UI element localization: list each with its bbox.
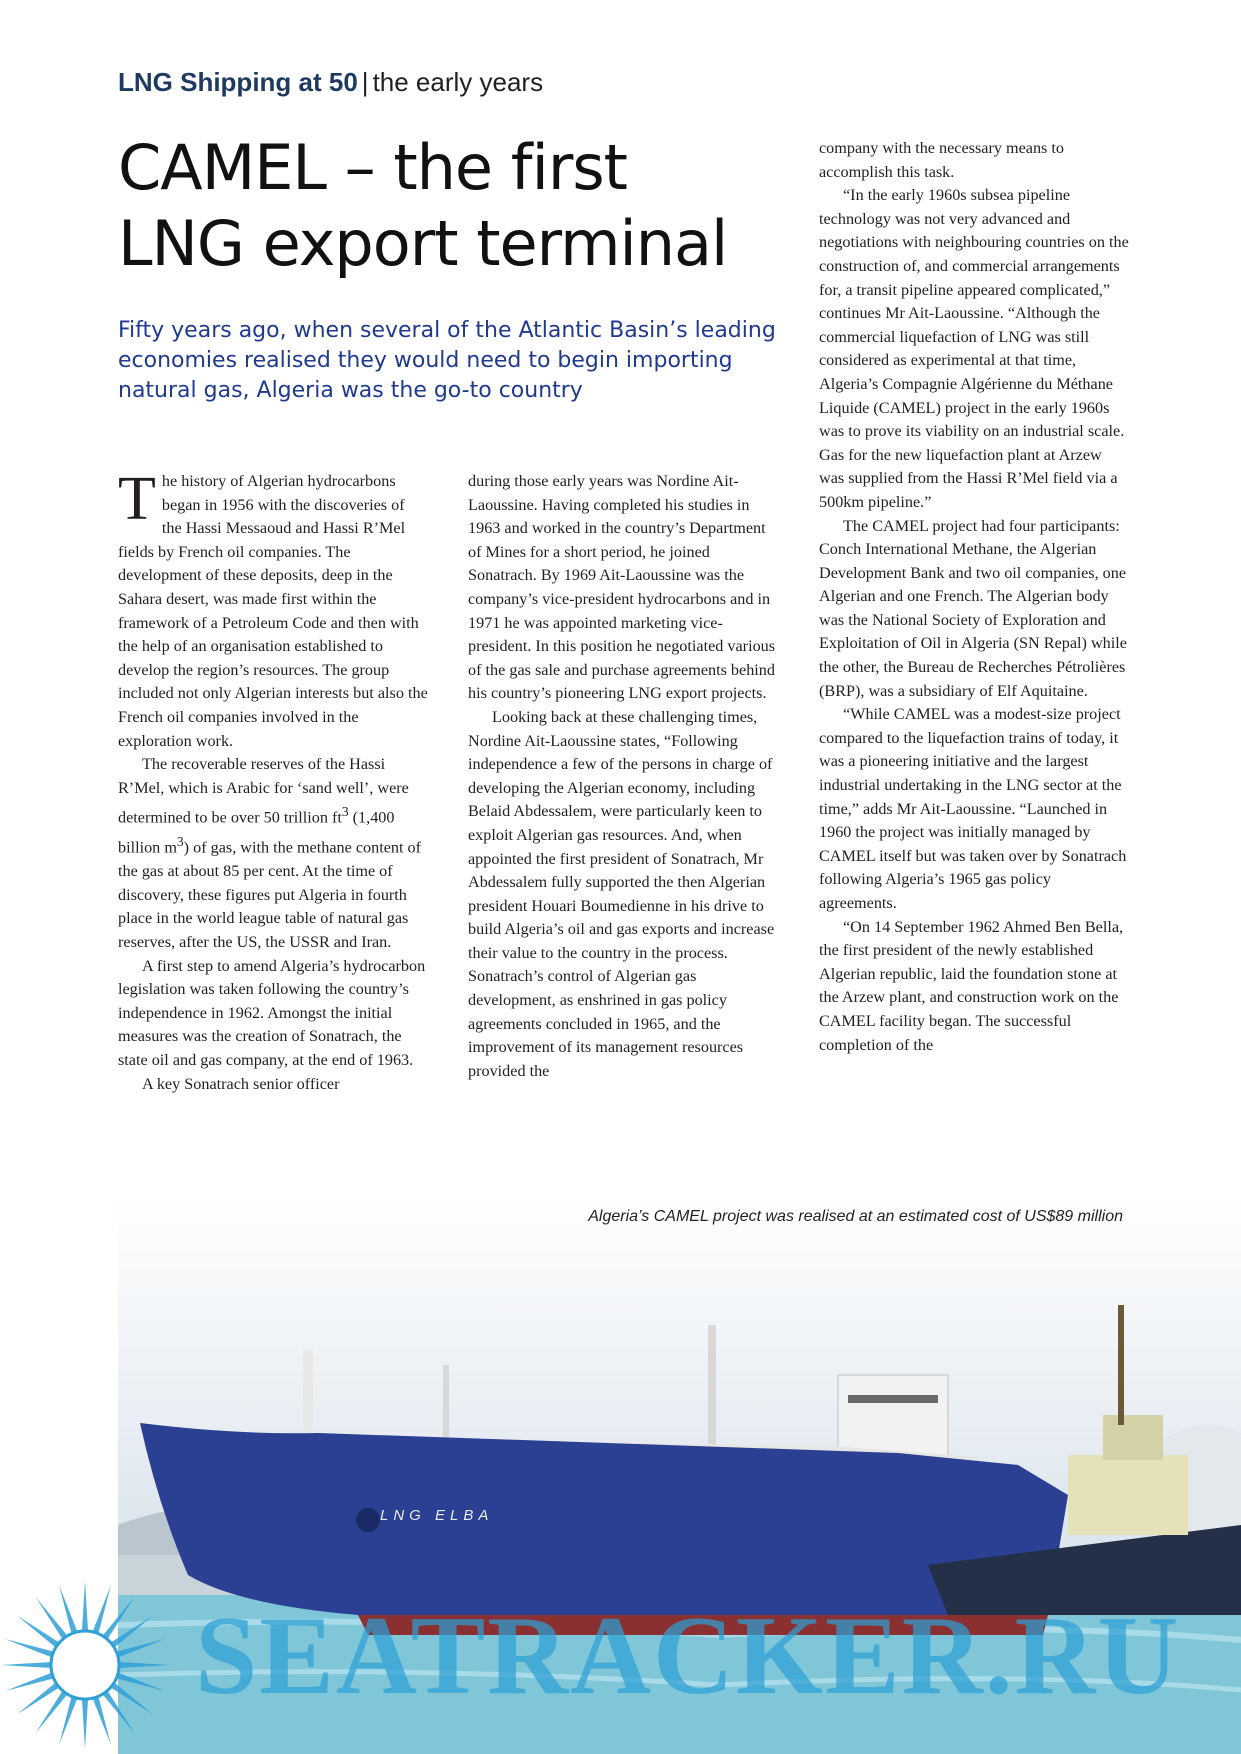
- superscript: 3: [341, 804, 349, 820]
- superscript: 3: [176, 834, 184, 850]
- publication-name: LNG Shipping at 50: [118, 67, 358, 97]
- drop-cap: T: [118, 465, 156, 533]
- text-column-1: [118, 465, 428, 1096]
- photo-caption: Algeria’s CAMEL project was realised at an estimated cost of US$89 million: [588, 1208, 1123, 1225]
- bridge-windows: [848, 1395, 938, 1403]
- text-column-2: [468, 470, 778, 1083]
- hull-name-label: LNG ELBA: [380, 1507, 494, 1524]
- paragraph: [118, 753, 428, 955]
- watermark-sun-logo: [0, 1580, 170, 1750]
- sun-ray: [115, 1662, 169, 1669]
- text-column-3: [819, 137, 1129, 1057]
- watermark: [0, 1560, 1241, 1754]
- paragraph-text: (1,400 billion m: [118, 808, 395, 857]
- title-line-1: CAMEL – the first: [118, 131, 627, 204]
- sun-ray: [82, 1581, 89, 1635]
- tugboat-cabin: [1068, 1455, 1188, 1535]
- paragraph: A key Sonatrach senior officer: [142, 1074, 340, 1093]
- paragraph-text: he history of Algerian hydrocarbons began in 1956 with the discoveries of the Hassi Messaoud and Hassi R’Mel fields by French oil companies. The development of these deposits, deep in the Sahara desert, was made first within the framework of a Petroleum Code and then with the help of an organisation established to develop the region’s resources. The group included not only Algerian interests but also the French oil companies involved in the exploration work.: [118, 472, 428, 750]
- paragraph: [118, 465, 428, 753]
- sun-ray: [82, 1695, 89, 1749]
- article-title: [118, 130, 798, 282]
- paragraph: company with the necessary means to accomplish this task.: [819, 139, 1064, 181]
- paragraph: “While CAMEL was a modest-size project compared to the liquefaction trains of today, it was a pioneering initiative and the largest industrial undertaking in the LNG sector at the time,” adds Mr Ait-Laoussine. “Launched in 1960 the project was initially managed by CAMEL itself but was taken over by Sonatrach following Algeria’s 1965 gas policy agreements.: [819, 705, 1127, 912]
- tugboat-bridge: [1103, 1415, 1163, 1460]
- paragraph: “On 14 September 1962 Ahmed Ben Bella, the first president of the newly established Algerian republic, laid the foundation stone at the Arzew plant, and construction work on the CAMEL facility began. The successful completion of the: [819, 917, 1124, 1054]
- paragraph: “In the early 1960s subsea pipeline technology was not very advanced and negotiations with neighbouring countries on the construction of, and commercial arrangements for, a transit pipeline appeared complicated,” continues Mr Ait-Laoussine. “Although the commercial liquefaction of LNG was still considered as experimental at that time, Algeria’s Compagnie Algérienne du Méthane Liquide (CAMEL) project in the early 1960s was to prove its viability on an industrial scale. Gas for the new liquefaction plant at Arzew was supplied from the Hassi R’Mel field via a 500km pipeline.”: [819, 186, 1129, 511]
- paragraph: The CAMEL project had four participants: Conch International Methane, the Algerian Development Bank and two oil companies, one Algerian and one French. The Algerian body was the National Society of Exploration and Exploitation of Oil in Algeria (SN Repal) while the other, the Bureau de Recherches Pétrolières (BRP), was a subsidiary of Elf Aquitaine.: [819, 516, 1127, 700]
- header-separator: |: [361, 67, 369, 97]
- paragraph-text: ) of gas, with the methane content of the gas at about 85 per cent. At the time of discovery, these figures put Algeria in fourth place in the world league table of natural gas reserves, after the US, the USSR and Iran.: [118, 838, 422, 952]
- paragraph: Looking back at these challenging times, Nordine Ait-Laoussine states, “Following independence a few of the persons in charge of developing the Algerian economy, including Belaid Abdessalem, were particularly keen to exploit Algerian gas resources. And, when appointed the first president of Sonatrach, Mr Abdessalem fully supported the then Algerian president Houari Boumedienne in his drive to build Algeria’s oil and gas exports and increase their value to the country in the process. Sonatrach’s control of Algerian gas development, as enshrined in gas policy agreements concluded in 1965, and the improvement of its management resources provided the: [468, 707, 775, 1080]
- tugboat-mast: [1118, 1305, 1124, 1425]
- watermark-text: SEATRACKER.RU: [195, 1594, 1181, 1718]
- anchor: [356, 1508, 380, 1532]
- article-standfirst: Fifty years ago, when several of the Atlantic Basin’s leading economies realised they would need to begin importing natural gas, Algeria was the go-to country: [118, 318, 776, 403]
- paragraph: during those early years was Nordine Ait-Laoussine. Having completed his studies in 1963 and worked in the country’s Department of Mines for a short period, he joined Sonatrach. By 1969 Ait-Laoussine was the company’s vice-president hydrocarbons and in 1971 he was appointed marketing vice-president. In this position he negotiated various of the gas sale and purchase agreements behind his country’s pioneering LNG export projects.: [468, 472, 776, 703]
- running-header: [118, 64, 543, 100]
- sun-ray: [1, 1662, 55, 1669]
- paragraph: A first step to amend Algeria’s hydrocarbon legislation was taken following the country’s independence in 1962. Amongst the initial measures was the creation of Sonatrach, the state oil and gas company, at the end of 1963.: [118, 956, 426, 1070]
- paragraph-text: The recoverable reserves of the Hassi R’Mel, which is Arabic for ‘sand well’, were determined to be over 50 trillion ft: [118, 755, 409, 827]
- title-line-2: LNG export terminal: [118, 207, 728, 280]
- section-name: the early years: [372, 67, 544, 97]
